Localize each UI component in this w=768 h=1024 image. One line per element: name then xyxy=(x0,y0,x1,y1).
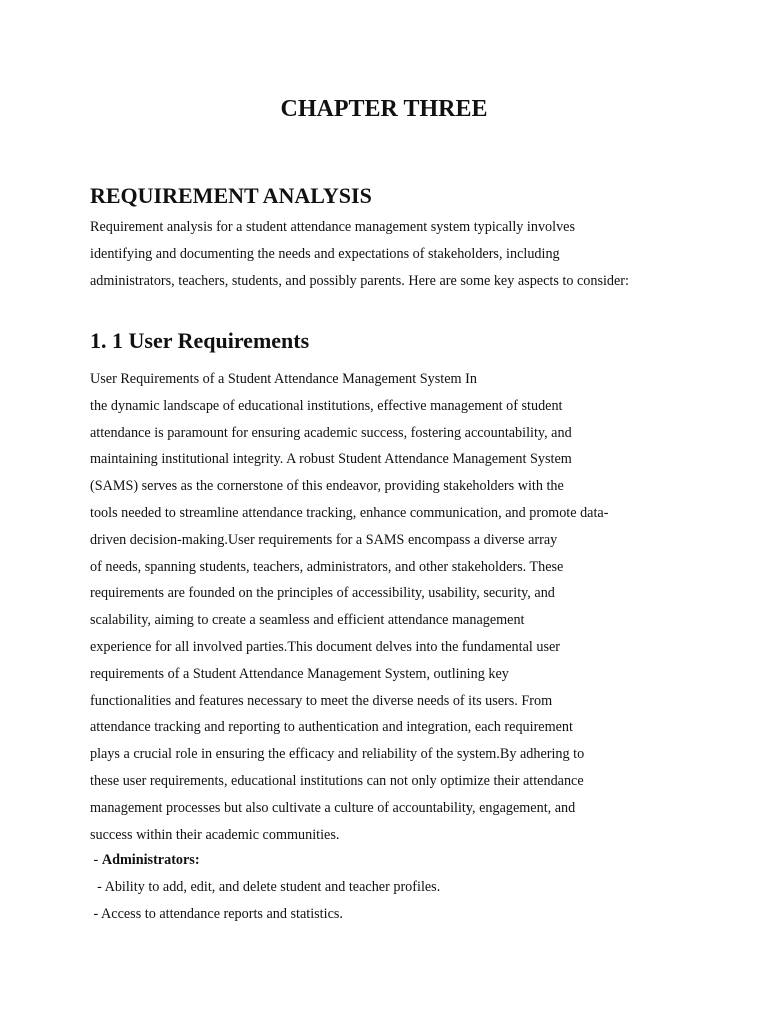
subsection-heading: 1. 1 User Requirements xyxy=(90,328,310,353)
section-heading: REQUIREMENT ANALYSIS xyxy=(90,183,372,208)
administrators-list xyxy=(90,847,440,927)
paragraph-line: administrators, teachers, students, and possibly parents. Here are some key aspects to consider: xyxy=(90,272,629,289)
paragraph-line: success within their academic communities. xyxy=(90,826,340,843)
list-dash: - xyxy=(90,852,102,868)
paragraph-line: scalability, aiming to create a seamless and efficient attendance management xyxy=(90,612,525,629)
paragraph-line: these user requirements, educational institutions can not only optimize their attendance xyxy=(90,772,584,789)
paragraph-line: attendance tracking and reporting to authentication and integration, each requirement xyxy=(90,719,573,736)
paragraph-line: maintaining institutional integrity. A robust Student Attendance Management System xyxy=(90,451,572,468)
paragraph-line: management processes but also cultivate a culture of accountability, engagement, and xyxy=(90,799,576,816)
administrators-label: Administrators: xyxy=(101,852,200,868)
paragraph-line: (SAMS) serves as the cornerstone of this endeavor, providing stakeholders with the xyxy=(90,478,564,495)
paragraph-line: functionalities and features necessary to meet the diverse needs of its users. From xyxy=(90,692,553,709)
paragraph-line: experience for all involved parties.This document delves into the fundamental user xyxy=(90,638,561,655)
paragraph-line: User Requirements of a Student Attendance Management System In xyxy=(90,371,477,387)
paragraph-line: tools needed to streamline attendance tracking, enhance communication, and promote data- xyxy=(90,504,609,521)
paragraph-line: identifying and documenting the needs and expectations of stakeholders, including xyxy=(90,245,560,262)
chapter-title: CHAPTER THREE xyxy=(280,96,488,122)
intro-paragraph xyxy=(90,214,629,294)
paragraph-line: requirements are founded on the principles of accessibility, usability, security, and xyxy=(90,585,555,602)
paragraph-line: of needs, spanning students, teachers, administrators, and other stakeholders. These xyxy=(90,558,564,575)
paragraph-line: attendance is paramount for ensuring academic success, fostering accountability, and xyxy=(90,424,572,441)
paragraph-line: requirements of a Student Attendance Management System, outlining key xyxy=(90,665,509,682)
user-requirements-paragraph xyxy=(90,366,608,848)
paragraph-line: Requirement analysis for a student attendance management system typically involves xyxy=(90,219,575,235)
administrators-heading xyxy=(90,847,440,874)
paragraph-line: plays a crucial role in ensuring the efficacy and reliability of the system.By adhering to xyxy=(90,746,585,763)
paragraph-line: driven decision-making.User requirements for a SAMS encompass a diverse array xyxy=(90,531,558,548)
list-item: - Ability to add, edit, and delete student and teacher profiles. xyxy=(90,878,441,895)
paragraph-line: the dynamic landscape of educational institutions, effective management of student xyxy=(90,397,563,414)
list-item: - Access to attendance reports and statistics. xyxy=(90,905,343,922)
